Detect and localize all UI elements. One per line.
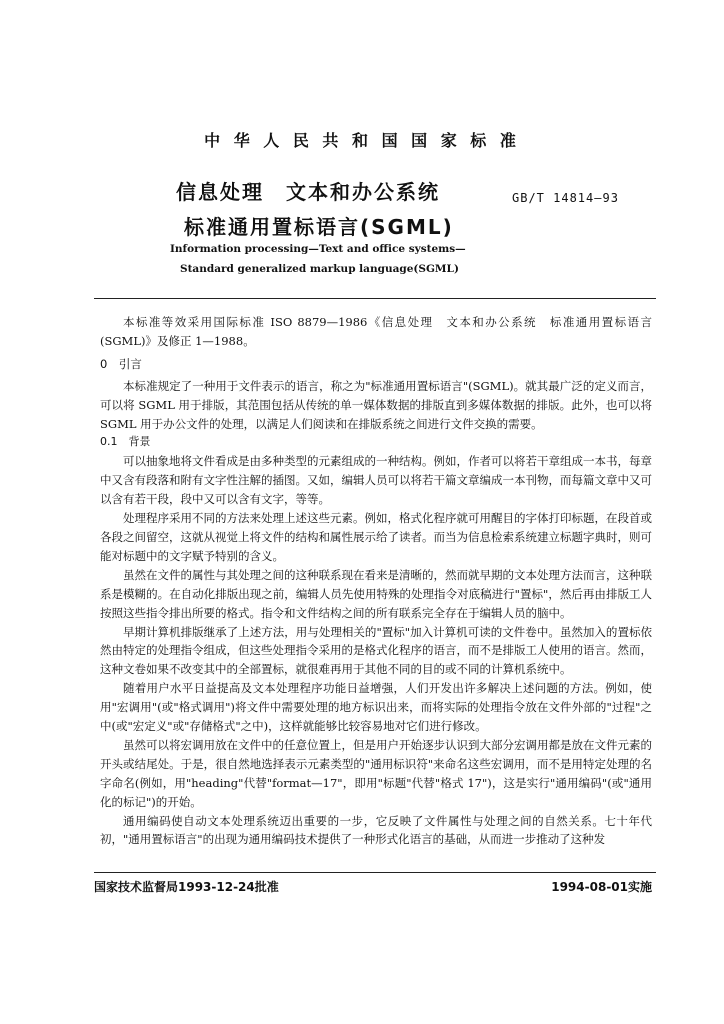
paragraph-7: 通用编码使自动文本处理系统迈出重要的一步，它反映了文件属性与处理之间的自然关系。七十年代初，"通用置标语言"的出现为通用编码技术提供了一种形式化语言的基础，从而进一步推动了这种发 xyxy=(100,813,652,847)
paragraph-6: 虽然可以将宏调用放在文件中的任意位置上，但是用户开始逐步认识到大部分宏调用都是放在文件元素的开头或结尾处。于是，很自然地选择表示元素类型的"通用标识符"来命名这些宏调用，而不是用特定处理的名字命名(例如，用"heading"代替"format—17"，即用"标题"代替"格式 17")，这是实行"通用编码"(或"通用化的标记")的开始。 xyxy=(100,737,652,809)
standard-number: GB/T 14814—93 xyxy=(512,191,619,205)
title-line-1 xyxy=(176,176,454,205)
title-part-2: 文本和办公系统 xyxy=(286,180,440,204)
bottom-divider xyxy=(94,872,656,873)
paragraph-4: 早期计算机排版继承了上述方法，用与处理相关的"置标"加入计算机可读的文件卷中。虽然加入的置标依然由特定的处理指令组成，但这些处理指令采用的是格式化程序的语言，而不是排版工人使用的语言。然而，这种文卷如果不改变其中的全部置标，就很难再用于其他不同的目的或不同的计算机系统中。 xyxy=(100,624,652,677)
paragraph-2: 处理程序采用不同的方法来处理上述这些元素。例如，格式化程序就可用醒目的字体打印标题，在段首或各段之间留空，这就从视觉上将文件的结构和属性展示给了读者。而当为信息检索系统建立标题字典时，则可能对标题中的文字赋予特别的含义。 xyxy=(100,511,652,563)
english-title xyxy=(170,239,466,279)
body-text xyxy=(100,313,652,849)
english-title-line-1: Information processing—Text and office systems— xyxy=(170,243,466,255)
standard-org-header: 中 华 人 民 共 和 国 国 家 标 准 xyxy=(204,131,520,150)
paragraph-1: 可以抽象地将文件看成是由多种类型的元素组成的一种结构。例如，作者可以将若干章组成一本书，每章中又含有段落和附有文字性注解的插图。又如，编辑人员可以将若干篇文章编成一本刊物，而每篇文章中又可以含有若干段，段中又可以含有文字，等等。 xyxy=(100,454,652,507)
intro-paragraph: 本标准等效采用国际标准 ISO 8879—1986《信息处理 文本和办公系统 标准通用置标语言(SGML)》及修正 1—1988。 xyxy=(100,315,652,348)
english-title-line-2: Standard generalized markup language(SGML) xyxy=(180,263,459,275)
section-0-paragraph: 本标准规定了一种用于文件表示的语言，称之为"标准通用置标语言"(SGML)。就其最广泛的定义而言，可以将 SGML 用于排版，其范围包括从传统的单一媒体数据的排版直到多媒体数据的排版。此外，也可以将 SGML 用于办公文件的处理，以满足人们阅读和在排版系统之间进行文件交换的需要。 xyxy=(100,378,652,431)
section-0-heading: 0 引言 xyxy=(100,356,142,371)
title-part-1: 信息处理 xyxy=(176,180,264,204)
section-0-1-heading: 0.1 背景 xyxy=(100,435,151,449)
chinese-title xyxy=(176,176,454,240)
title-line-2: 标准通用置标语言(SGML) xyxy=(184,215,454,239)
paragraph-3: 虽然在文件的属性与其处理之间的这种联系现在看来是清晰的，然而就早期的文本处理方法而言，这种联系是模糊的。在自动化排版出现之前，编辑人员先使用特殊的处理指令对底稿进行"置标"，然后再由排版工人按照这些指令排出所要的格式。指令和文件结构之间的所有联系完全存在于编辑人员的脑中。 xyxy=(100,567,652,620)
top-divider xyxy=(94,298,656,299)
paragraph-5: 随着用户水平日益提高及文本处理程序功能日益增强，人们开发出许多解决上述问题的方法。例如，使用"宏调用"(或"格式调用")将文件中需要处理的地方标识出来，而将实际的处理指令放在文件外部的"过程"之中(或"宏定义"或"存储格式"之中)，这样就能够比较容易地对它们进行修改。 xyxy=(100,681,652,734)
effective-date: 1994-08-01实施 xyxy=(551,880,652,894)
approval-date: 国家技术监督局1993-12-24批准 xyxy=(94,880,279,894)
